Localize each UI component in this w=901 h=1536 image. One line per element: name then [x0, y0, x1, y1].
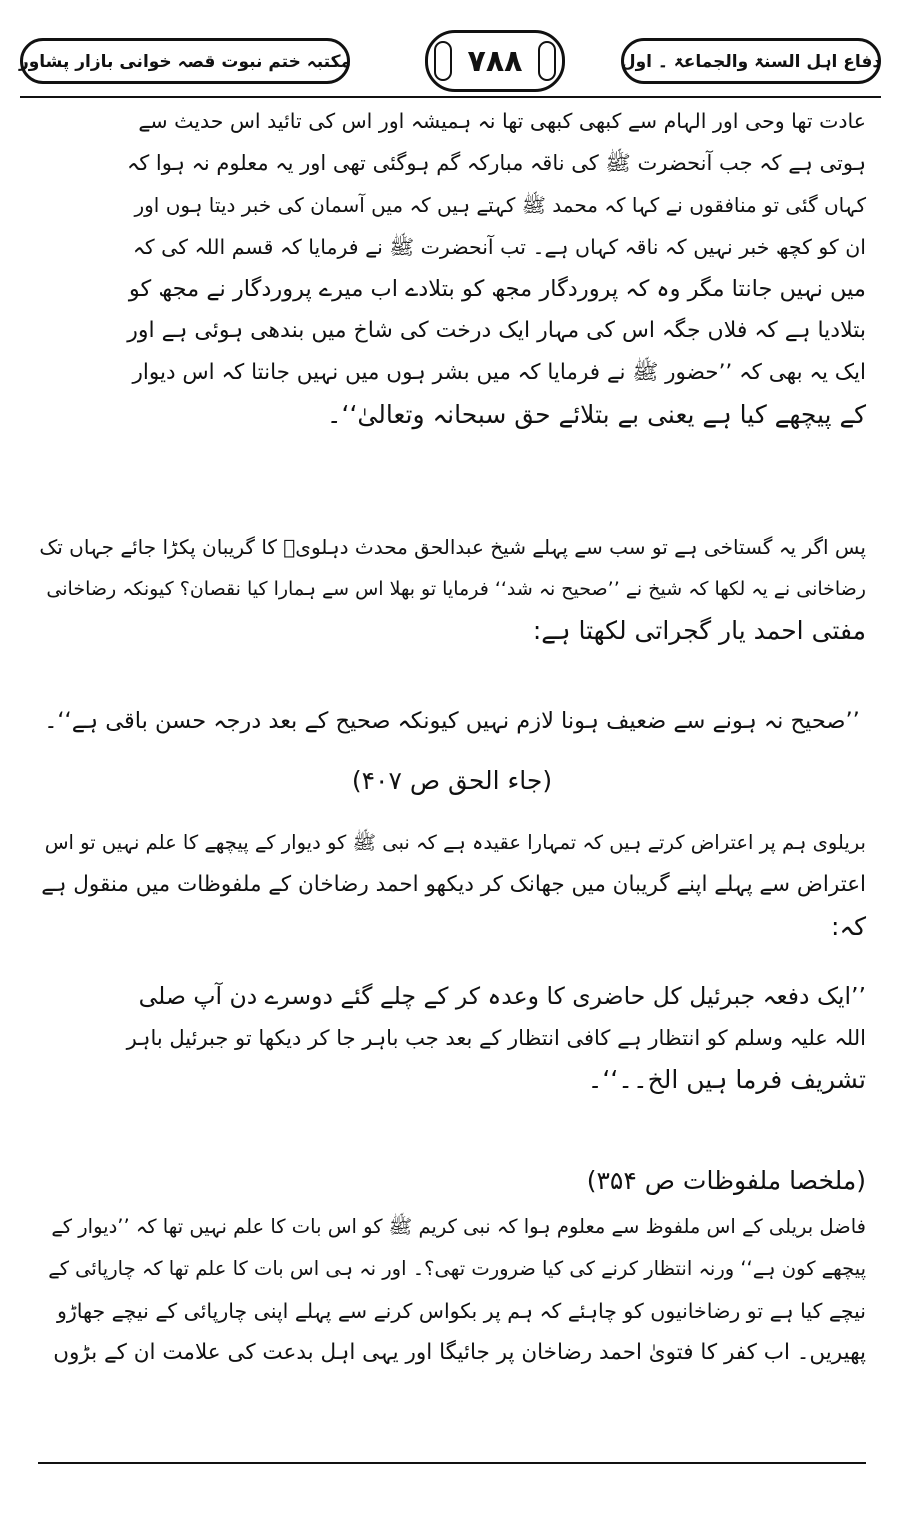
text-line: بریلوی ہم پر اعتراض کرتے ہیں کہ تمہارا عقیدہ ہے کہ نبی ﷺ کو دیوار کے پیچھے کا علم نہیں تو اس [44, 831, 866, 854]
text-line: فاضل بریلی کے اس ملفوظ سے معلوم ہوا کہ نبی کریم ﷺ کو اس بات کا علم نہیں تھا کہ ’’دیوار کے [51, 1215, 866, 1238]
reference-text: (جاء الحق ص ۴۰۷) [351, 766, 553, 795]
text-line: اعتراض سے پہلے اپنے گریبان میں جھانک کر دیکھو احمد رضاخان کے ملفوظات میں منقول ہے [41, 872, 866, 897]
text-line: پیچھے کون ہے‘‘ ورنہ انتظار کرنے کی کیا ضرورت تھی؟۔ اور نہ ہی اس بات کا علم تھا کہ چارپائی کے [48, 1257, 866, 1280]
text-line: اللہ علیہ وسلم کو انتظار ہے کافی انتظار کے بعد جب باہر جا کر دیکھا تو جبرئیل باہر [126, 1026, 866, 1050]
page-number: ۷۸۸ [425, 30, 565, 92]
footer-rule [38, 1462, 866, 1464]
text-line: کہ: [831, 912, 866, 941]
text-line: میں نہیں جانتا مگر وہ کہ پروردگار مجھ کو بتلادے اب میرے پروردگار نے مجھ کو [128, 276, 866, 302]
text-line: عادت تھا وحی اور الہام سے کبھی کبھی تھا نہ ہمیشہ اور اس کی تائید اس حدیث سے [138, 109, 866, 133]
text-line: پھیریں۔ اب کفر کا فتویٰ احمد رضاخان پر جائیگا اور یہی اہل بدعت کی علامت ان کے بڑوں [53, 1340, 866, 1365]
reference-2 [125, 1160, 866, 1202]
text-line: بتلادیا ہے کہ فلاں جگہ اس کی مہار ایک درخت کی شاخ میں بندھی ہوئی ہے اور [127, 318, 866, 343]
text-line: پس اگر یہ گستاخی ہے تو سب سے پہلے شیخ عبدالحق محدث دہلویؒ کا گریبان پکڑا جائے جہاں تک [39, 535, 866, 559]
quote-block-1 [125, 100, 866, 436]
reference-1 [38, 760, 866, 802]
quote-block-2 [38, 700, 866, 742]
text-line: ’’صحیح نہ ہونے سے ضعیف ہونا لازم نہیں کیونکہ صحیح کے بعد درجہ حسن باقی ہے‘‘۔ [44, 708, 860, 734]
text-line: نیچے کیا ہے تو رضاخانیوں کو چاہئے کہ ہم پر بکواس کرنے سے پہلے اپنی چارپائی کے نیچے جھاڑو [56, 1299, 866, 1323]
page-header [20, 30, 881, 102]
text-line: کے پیچھے کیا ہے یعنی بے بتلائے حق سبحانہ وتعالیٰ‘‘۔ [326, 400, 866, 429]
text-line: ایک یہ بھی کہ ’’حضور ﷺ نے فرمایا کہ میں بشر ہوں میں نہیں جانتا کہ اس دیوار [132, 360, 866, 385]
text-line: مفتی احمد یار گجراتی لکھتا ہے: [532, 616, 866, 645]
paragraph-1 [38, 526, 866, 652]
quote-block-3 [125, 975, 866, 1101]
text-line: تشریف فرما ہیں الخ۔۔‘‘۔ [587, 1065, 866, 1094]
text-line: ہوتی ہے کہ جب آنحضرت ﷺ کی ناقہ مبارکہ گم ہوگئی تھی اور یہ معلوم نہ ہوا کہ [126, 151, 866, 175]
header-rule [20, 96, 881, 98]
publisher-label: مکتبہ ختم نبوت قصہ خوانی بازار پشاور [20, 38, 350, 84]
text-line: رضاخانی نے یہ لکھا کہ شیخ نے ’’صحیح نہ شد‘‘ فرمایا تو بھلا اس سے ہمارا کیا نقصان؟ کیونکہ رضاخانی [46, 578, 866, 600]
paragraph-3 [38, 1206, 866, 1374]
text-line: کہاں گئی تو منافقوں نے کہا کہ محمد ﷺ کہتے ہیں کہ میں آسمان کی خبر دیتا ہوں اور [134, 193, 866, 217]
reference-text: (ملخصا ملفوظات ص ۳۵۴) [586, 1166, 866, 1195]
paragraph-2 [38, 822, 866, 948]
book-title-label: دفاع اہل السنۃ والجماعۃ ۔ اول [621, 38, 881, 84]
text-line: ان کو کچھ خبر نہیں کہ ناقہ کہاں ہے۔ تب آنحضرت ﷺ نے فرمایا کہ قسم اللہ کی کہ [132, 235, 866, 259]
text-line: ’’ایک دفعہ جبرئیل کل حاضری کا وعدہ کر کے چلے گئے دوسرے دن آپ صلی [138, 982, 866, 1010]
